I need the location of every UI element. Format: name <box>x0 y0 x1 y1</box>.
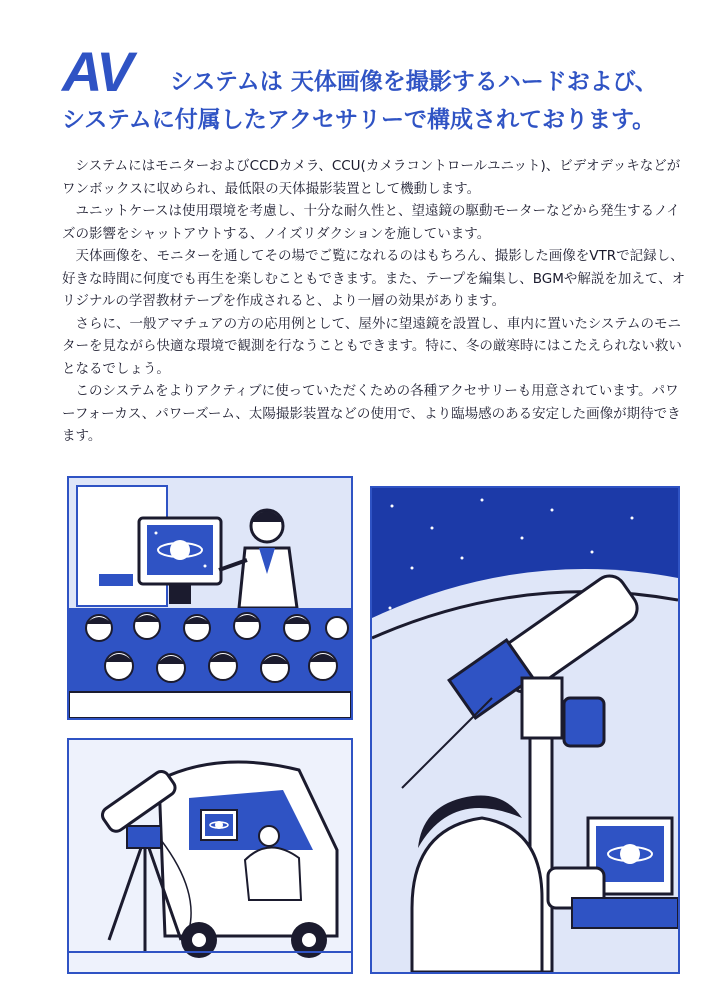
classroom-scene <box>69 478 351 718</box>
paragraph: ユニットケースは使用環境を考慮し、十分な耐久性と、望遠鏡の駆動モーターなどから発生するノイズの影響をシャットアウトする、ノイズリダクションを施しています。 <box>62 203 680 242</box>
headline-line-2: システムに付属したアクセサリーで構成されております。 <box>62 107 656 133</box>
observatory-scene <box>372 488 678 972</box>
paragraph: システムにはモニターおよびCCDカメラ、CCU(カメラコントロールユニット)、ビデオデッキなどがワンボックスに収められ、最低限の天体撮影装置として機動します。 <box>62 158 681 197</box>
body-text <box>62 155 687 448</box>
van-scene <box>69 740 351 972</box>
paragraph: さらに、一般アマチュアの方の応用例として、屋外に望遠鏡を設置し、車内に置いたシステムのモニターを見ながら快適な環境で観測を行なうこともできます。特に、冬の厳寒時にはこたえられない救いとなるでしょう。 <box>62 315 682 377</box>
av-logo: AV <box>62 40 132 103</box>
paragraph: このシステムをよりアクティブに使っていただくための各種アクセサリーも用意されています。パワーフォーカス、パワーズーム、太陽撮影装置などの使用で、より臨場感のある安定した画像が期待できます。 <box>62 383 681 444</box>
page-heading <box>62 40 692 144</box>
van-observation-illustration <box>67 738 353 974</box>
headline-line-1: システムは 天体画像を撮影するハードおよび、 <box>170 69 658 95</box>
observatory-illustration <box>370 486 680 974</box>
paragraph: 天体画像を、モニターを通してその場でご覧になれるのはもちろん、撮影した画像をVTRで記録し、好きな時間に何度でも再生を楽しむこともできます。また、テープを編集し、BGMや解説を加えて、オリジナルの学習教材テープを作成されると、より一層の効果があります。 <box>62 248 686 309</box>
classroom-illustration <box>67 476 353 720</box>
